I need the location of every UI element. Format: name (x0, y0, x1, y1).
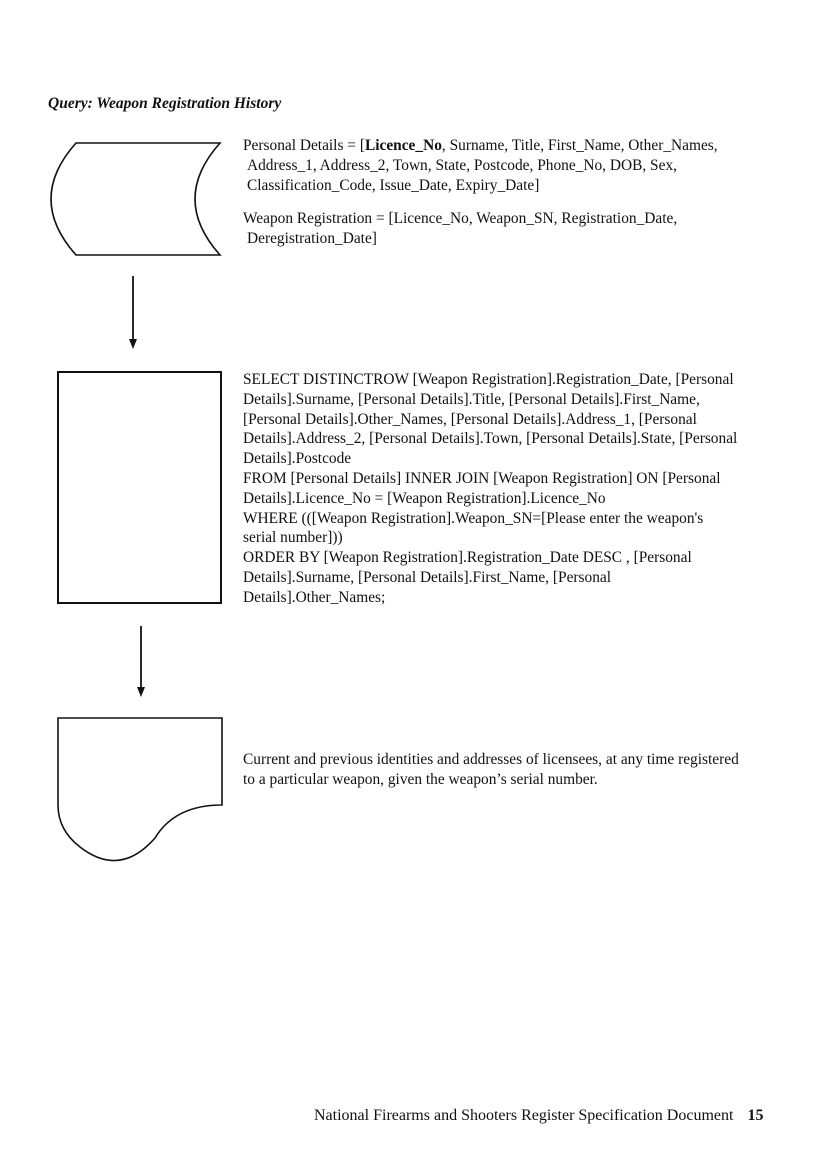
personal-details-definition (243, 136, 803, 195)
sql-line: Details].Surname, [Personal Details].Title, [Personal Details].First_Name, (243, 390, 700, 408)
process-box (58, 372, 221, 603)
sql-line: SELECT DISTINCTROW [Weapon Registration].Registration_Date, [Personal (243, 371, 734, 388)
sql-line: Details].Other_Names; (243, 588, 386, 606)
sql-line: Details].Postcode (243, 450, 352, 468)
output-description (243, 750, 803, 790)
footer-document-title: National Firearms and Shooters Register Specification Document (314, 1107, 734, 1124)
weapon-registration-line-1: Weapon Registration = [Licence_No, Weapon_SN, Registration_Date, (243, 210, 678, 227)
stored-data-symbol (51, 143, 220, 255)
sql-line: Details].Surname, [Personal Details].First_Name, [Personal (243, 568, 612, 586)
sql-line: serial number])) (243, 529, 343, 547)
sql-line: FROM [Personal Details] INNER JOIN [Weapon Registration] ON [Personal (243, 469, 721, 487)
output-line: Current and previous identities and addresses of licensees, at any time registered (243, 751, 739, 768)
sql-line: Details].Licence_No = [Weapon Registration].Licence_No (243, 489, 606, 507)
sql-query-text (243, 370, 803, 608)
primary-key: Licence_No (364, 137, 442, 154)
weapon-registration-definition (243, 209, 803, 249)
flow-arrow-1-head (129, 339, 137, 349)
page-number: 15 (747, 1107, 764, 1124)
sql-line: Details].Address_2, [Personal Details].Town, [Personal Details].State, [Personal (243, 430, 738, 448)
personal-details-line-3: Classification_Code, Issue_Date, Expiry_Date] (247, 176, 540, 194)
page-footer (314, 1107, 763, 1125)
sql-line: WHERE (([Weapon Registration].Weapon_SN=[Please enter the weapon's (243, 509, 704, 527)
sql-line: [Personal Details].Other_Names, [Personal Details].Address_1, [Personal (243, 410, 697, 428)
personal-details-line-2: Address_1, Address_2, Town, State, Postcode, Phone_No, DOB, Sex, (247, 156, 677, 174)
personal-details-line-1: Personal Details = [Licence_No, Surname, Title, First_Name, Other_Names, (243, 137, 718, 154)
output-line: to a particular weapon, given the weapon’s serial number. (243, 770, 598, 788)
flow-arrow-2-head (137, 687, 145, 697)
sql-line: ORDER BY [Weapon Registration].Registration_Date DESC , [Personal (243, 549, 692, 567)
weapon-registration-line-2: Deregistration_Date] (247, 229, 377, 247)
document-symbol (58, 718, 222, 861)
page-title: Query: Weapon Registration History (48, 95, 282, 112)
